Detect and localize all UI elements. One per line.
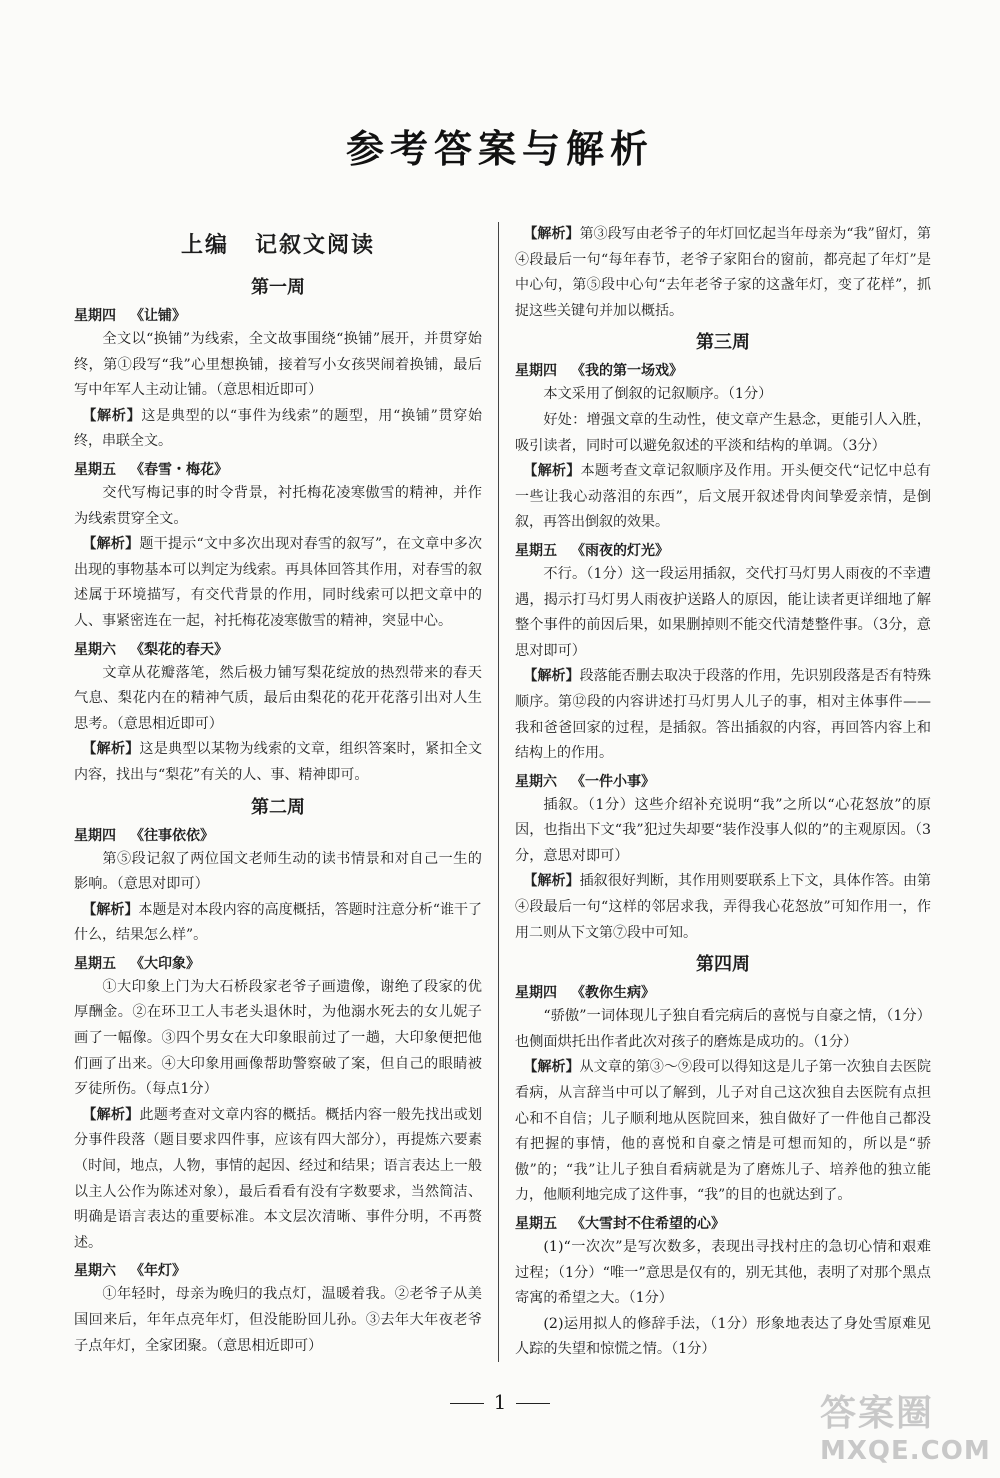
answer-text: ①年轻时，母亲为晚归的我点灯，温暖着我。②老爷子从美国回来后，年年点亮年灯，但没能盼回儿孙。③去年大年夜老爷子点年灯，全家团聚。（意思相近即可） [74, 1286, 482, 1354]
item-day: 星期六 [74, 1263, 116, 1280]
item-day: 星期五 [74, 955, 116, 972]
week-heading: 第三周 [696, 332, 750, 354]
analysis-text [74, 532, 482, 634]
analysis-text [515, 664, 931, 766]
answer-text: ①大印象上门为大石桥段家老爷子画遗像，谢绝了段家的优厚酬金。②在环卫工人韦老头退休时，为他溺水死去的女儿妮子画了一幅像。③四个男女在大印象眼前过了一趟，大印象便把他们画了出来。④大印象用画像帮助警察破了案，但自己的眼睛被歹徒所伤。（每点1分） [74, 978, 482, 1098]
watermark-line1: 答案圈 [820, 1393, 935, 1434]
page-title: 参考答案与解析 [345, 126, 654, 171]
item-day: 星期四 [74, 827, 116, 844]
item-title [74, 639, 482, 659]
answer-text: 交代写梅记事的时令背景，衬托梅花凌寒傲雪的精神，并作为线索贯穿全文。 [74, 484, 482, 527]
answer-text: 全文以“换铺”为线索，全文故事围绕“换铺”展开，并贯穿始终，第①段写“我”心里想换铺，接着写小女孩哭闹着换铺，最后写中年军人主动让铺。（意思相近即可） [74, 331, 482, 399]
analysis-body: 从文章的第③～⑨段可以得知这是儿子第一次独自去医院看病，从言辞当中可以了解到，儿子对自己这次独自去医院有点担心和不自信；儿子顺利地从医院回来，独自做好了一件他自己都没有把握的事情，他的喜悦和自豪之情是可想而知的，所以是“骄傲”的；“我”让儿子独自看病就是为了磨炼儿子、培养他的独立能力，他顺利地完成了这件事，“我”的目的也就达到了。 [515, 1059, 932, 1204]
analysis-text [515, 1055, 931, 1209]
analysis-body: 插叙很好判断，其作用则要联系上下文，具体作答。由第④段最后一句“这样的邻居求我，弄得我心花怒放”可知作用一，作用二则从下文第⑦段中可知。 [515, 873, 932, 941]
answer-text: 文章从花瓣落笔，然后极力铺写梨花绽放的热烈带来的春天气息、梨花内在的精神气质，最后由梨花的花开花落引出对人生思考。（意思相近即可） [74, 664, 482, 732]
analysis-body: 这是典型的以“事件为线索”的题型，用“换铺”贯穿始终，串联全文。 [74, 407, 482, 450]
analysis-body: 本题考查文章记叙顺序及作用。开头便交代“记忆中总有一些让我心动落泪的东西”，后文展开叙述骨肉间挚爱亲情，是倒叙，再答出倒叙的效果。 [515, 463, 932, 531]
item-article: 《春雪・梅花》 [130, 461, 228, 478]
analysis-text [74, 404, 482, 455]
answer-text: 好处：增强文章的生动性，使文章产生悬念，更能引人入胜，吸引读者，同时可以避免叙述的平淡和结构的单调。（3分） [515, 411, 931, 454]
answer-text: 本文采用了倒叙的记叙顺序。（1分） [543, 386, 773, 403]
item-title [74, 825, 482, 845]
item-day: 星期六 [74, 641, 116, 658]
answer-text: 第⑤段记叙了两位国文老师生动的读书情景和对自己一生的影响。（意思对即可） [74, 850, 482, 893]
item-article: 《教你生病》 [571, 985, 655, 1002]
item-day: 星期四 [515, 363, 557, 380]
answer-text: (1)“一次次”是写次数多，表现出寻找村庄的急切心情和艰难过程；（1分）“唯一”意思是仅有的，别无其他，表明了对那个黑点寄寓的希望之大。（1分） [515, 1239, 931, 1307]
watermark-logo [820, 1392, 990, 1472]
answer-text: (2)运用拟人的修辞手法，（1分）形象地表达了身处雪原难见人踪的失望和惊慌之情。（1分） [515, 1315, 931, 1358]
answer-text: “骄傲”一词体现儿子独自看完病后的喜悦与自豪之情，（1分）也侧面烘托出作者此次对孩子的磨炼是成功的。（1分） [515, 1008, 931, 1050]
item-article: 《我的第一场戏》 [571, 363, 683, 380]
item-title [515, 540, 931, 560]
item-article: 《一件小事》 [571, 773, 655, 790]
item-article: 《大雪封不住希望的心》 [571, 1216, 725, 1232]
item-day: 星期五 [515, 542, 557, 559]
analysis-tag: 【解析】 [523, 668, 580, 685]
item-title [74, 305, 482, 325]
section-title [74, 228, 482, 259]
item-day: 星期六 [515, 773, 557, 790]
page-number-value: 1 [493, 1390, 507, 1414]
analysis-tag: 【解析】 [82, 1106, 140, 1123]
analysis-tag: 【解析】 [523, 226, 580, 242]
week-heading: 第四周 [696, 954, 750, 976]
section-part: 上编 [180, 232, 229, 258]
analysis-body: 本题是对本段内容的高度概括，答题时注意分析“谁干了什么，结果怎么样”。 [74, 901, 483, 944]
item-day: 星期四 [74, 308, 116, 324]
item-title [515, 771, 931, 791]
analysis-text [74, 737, 482, 788]
item-article: 《往事依依》 [130, 827, 214, 844]
item-day: 星期五 [515, 1216, 557, 1232]
analysis-text [515, 869, 931, 946]
answer-text: 插叙。（1分）这些介绍补充说明“我”之所以“心花怒放”的原因，也指出下文“我”犯过失却要“装作没事人似的”的主观原因。（3分，意思对即可） [515, 796, 931, 864]
analysis-tag: 【解析】 [82, 407, 142, 424]
item-day: 星期五 [74, 461, 116, 478]
analysis-body: 这是典型以某物为线索的文章，组织答案时，紧扣全文内容，找出与“梨花”有关的人、事、精神即可。 [74, 741, 483, 783]
item-title [515, 982, 931, 1002]
analysis-tag: 【解析】 [523, 1059, 580, 1076]
watermark-line2: MXQE.COM [820, 1436, 991, 1466]
analysis-tag: 【解析】 [523, 463, 581, 480]
answer-text: 不行。（1分）这一段运用插叙，交代打马灯男人雨夜的不幸遭遇，揭示打马灯男人雨夜护送路人的原因，能让读者更详细地了解整个事件的前因后果，如果删掉则不能交代清楚整件事。（3分，意思对即可） [515, 565, 931, 659]
analysis-text [515, 222, 931, 324]
analysis-tag: 【解析】 [523, 873, 580, 890]
item-title [74, 1260, 482, 1280]
item-title [74, 953, 482, 973]
right-column [515, 222, 931, 1363]
item-article: 《雨夜的灯光》 [571, 542, 669, 559]
left-column [74, 222, 482, 1359]
week-heading: 第一周 [251, 277, 305, 298]
item-day: 星期四 [515, 985, 557, 1002]
item-article: 《梨花的春天》 [130, 641, 228, 658]
analysis-tag: 【解析】 [82, 741, 140, 758]
item-title [515, 360, 931, 380]
analysis-body: 第③段写由老爷子的年灯回忆起当年母亲为“我”留灯，第④段最后一句“每年春节，老爷子家阳台的窗前，都亮起了年灯”是中心句，第⑤段中心句“去年老爷子家的这盏年灯，变了花样”，抓捉这些关键句并加以概括。 [515, 226, 931, 319]
analysis-body: 题干提示“文中多次出现对春雪的叙写”，在文章中多次出现的事物基本可以判定为线索。再具体回答其作用，对春雪的叙述属于环境描写，有交代背景的作用，同时线索可以把文章中的人、事紧密连在一起，衬托梅花凌寒傲雪的精神，突显中心。 [74, 536, 482, 629]
analysis-text [74, 1103, 482, 1257]
item-title [74, 459, 482, 479]
week-heading: 第二周 [251, 796, 305, 818]
analysis-text [515, 459, 931, 536]
analysis-text [74, 898, 482, 949]
item-article: 《让铺》 [130, 308, 186, 324]
analysis-body: 此题考查对文章内容的概括。概括内容一般先找出或划分事件段落（题目要求四件事，应该有四大部分），再提炼六要素（时间，地点，人物，事情的起因、经过和结果；语言表达上一般以主人公作为陈述对象），最后看看有没有字数要求，当然简洁、明确是语言表达的重要标准。本文层次清晰、事件分明，不再赘述。 [74, 1106, 483, 1251]
column-divider [498, 222, 499, 1362]
analysis-tag: 【解析】 [82, 536, 140, 553]
section-name: 记叙文阅读 [255, 232, 376, 258]
item-article: 《年灯》 [130, 1263, 186, 1280]
analysis-body: 段落能否删去取决于段落的作用，先识别段落是否有特殊顺序。第⑫段的内容讲述打马灯男人儿子的事，相对主体事件——我和爸爸回家的过程，是插叙。答出插叙的内容，再回答内容上和结构上的作用。 [515, 668, 932, 762]
analysis-tag: 【解析】 [82, 901, 139, 918]
item-article: 《大印象》 [130, 955, 200, 972]
item-title [515, 1213, 931, 1233]
